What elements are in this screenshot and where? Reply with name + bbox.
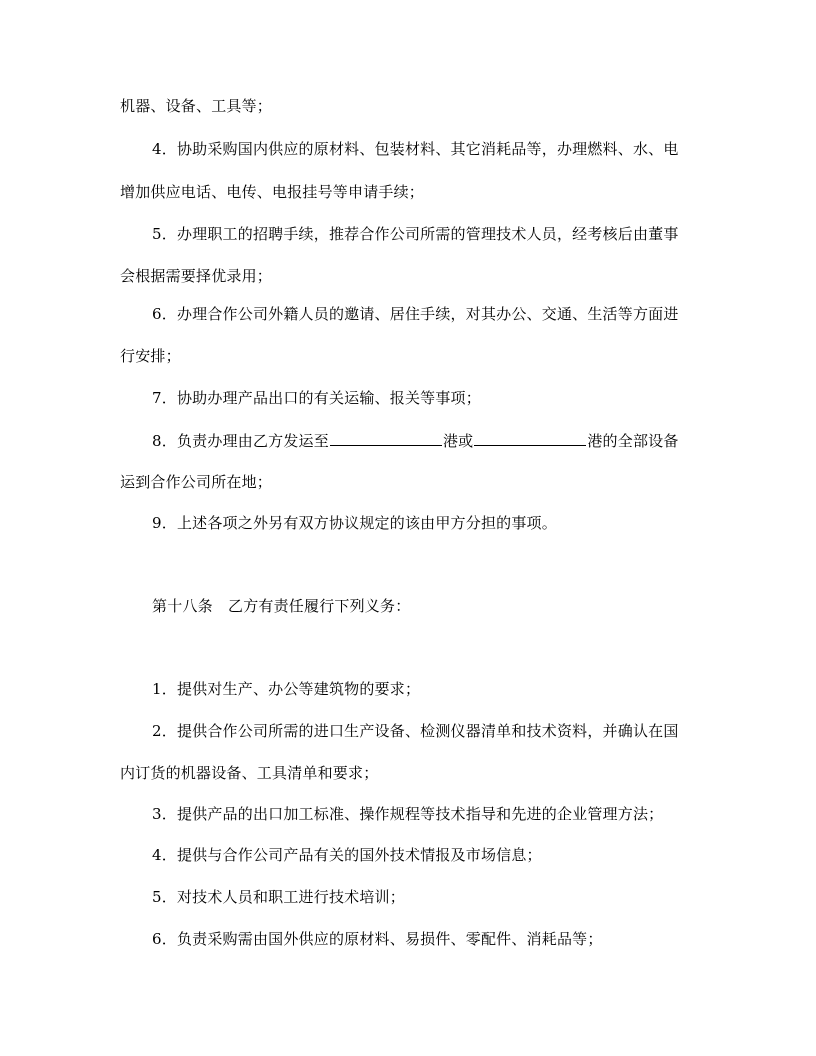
port-blank-2 bbox=[474, 430, 586, 446]
article18-item6: 6．负责采购需由国外供应的原材料、易损件、零配件、消耗品等； bbox=[152, 930, 603, 948]
party-a-item4-line2: 增加供应电话、电传、电报挂号等申请手续； bbox=[120, 183, 425, 201]
party-a-item8-line1 bbox=[152, 430, 732, 451]
party-a-item4-line1: 4．协助采购国内供应的原材料、包装材料、其它消耗品等，办理燃料、水、电 bbox=[152, 140, 679, 158]
party-a-item5-line1: 5．办理职工的招聘手续，推荐合作公司所需的管理技术人员，经考核后由董事 bbox=[152, 225, 679, 243]
port-blank-1 bbox=[330, 430, 442, 446]
party-a-item7: 7．协助办理产品出口的有关运输、报关等事项； bbox=[152, 389, 481, 407]
article18-item1: 1．提供对生产、办公等建筑物的要求； bbox=[152, 680, 421, 698]
party-a-item9: 9．上述各项之外另有双方协议规定的该由甲方分担的事项。 bbox=[152, 514, 557, 532]
party-a-item6-line1: 6．办理合作公司外籍人员的邀请、居住手续，对其办公、交通、生活等方面进 bbox=[152, 305, 679, 323]
article18-item3: 3．提供产品的出口加工标准、操作规程等技术指导和先进的企业管理方法； bbox=[152, 805, 664, 823]
party-a-item8-line2: 运到合作公司所在地； bbox=[120, 473, 273, 491]
article18-item4: 4．提供与合作公司产品有关的国外技术情报及市场信息； bbox=[152, 846, 542, 864]
article18-heading: 第十八条 乙方有责任履行下列义务： bbox=[152, 597, 411, 615]
item8-mid: 港或 bbox=[442, 432, 474, 450]
article18-item5: 5．对技术人员和职工进行技术培训； bbox=[152, 888, 405, 906]
party-a-item5-line2: 会根据需要择优录用； bbox=[120, 267, 273, 285]
item8-suffix: 港的全部设备 bbox=[587, 432, 679, 450]
article18-item2-line2: 内订货的机器设备、工具清单和要求； bbox=[120, 764, 379, 782]
item8-prefix: 8．负责办理由乙方发运至 bbox=[152, 432, 329, 450]
article18-item2-line1: 2．提供合作公司所需的进口生产设备、检测仪器清单和技术资料，并确认在国 bbox=[152, 722, 679, 740]
party-a-item3-tail: 机器、设备、工具等； bbox=[120, 97, 273, 115]
party-a-item6-line2: 行安排； bbox=[120, 347, 181, 365]
